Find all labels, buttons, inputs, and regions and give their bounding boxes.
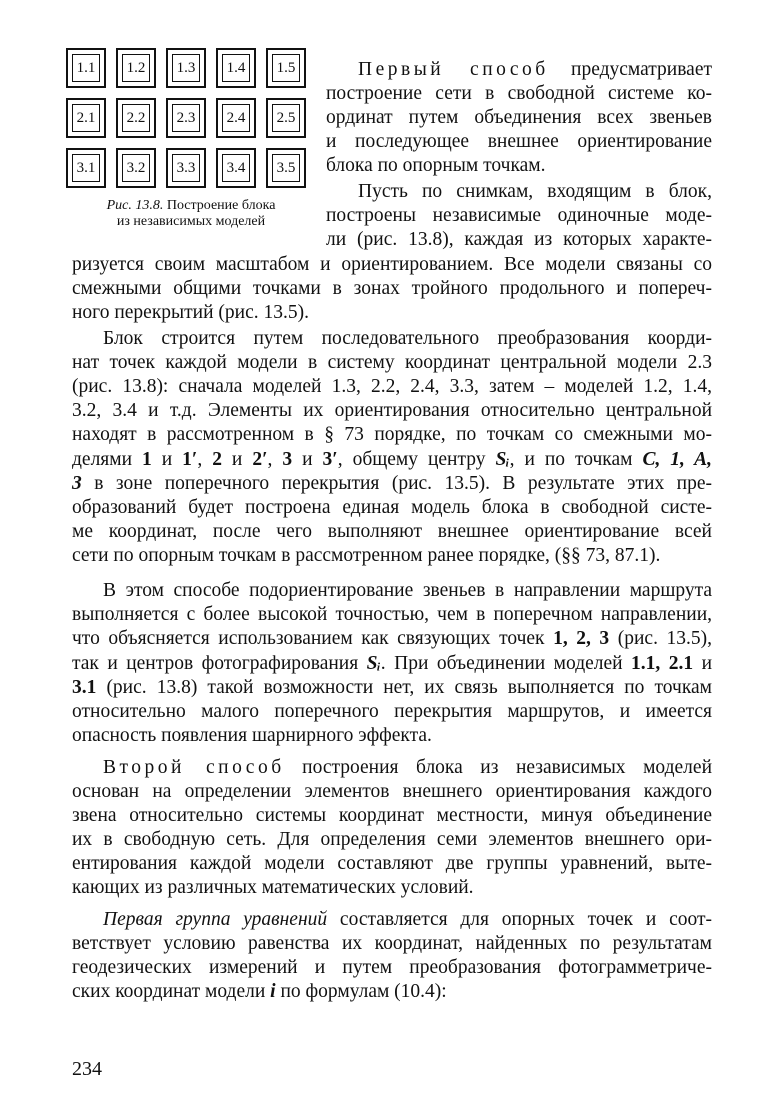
text-line: сети по опорным точкам в рассмотренном ранее порядке, (§§ 73, 87.1). bbox=[72, 545, 661, 566]
model-cell: 1.3 bbox=[166, 48, 206, 88]
text-line: ординат путем объединения всех звеньев bbox=[326, 107, 712, 128]
model-cell: 1.4 bbox=[216, 48, 256, 88]
model-cell: 1.1 bbox=[66, 48, 106, 88]
text-line: так и центров фотографирования Sᵢ. При объединении моделей 1.1, 2.1 и bbox=[72, 653, 712, 674]
model-cell: 2.1 bbox=[66, 98, 106, 138]
text-line: ветствует условию равенства их координат, найденных по результатам bbox=[72, 933, 712, 954]
text-line: относительно малого поперечного перекрытия маршрутов, и имеется bbox=[72, 701, 712, 722]
text-line: ного перекрытий (рис. 13.5). bbox=[72, 302, 309, 323]
text-line: ских координат модели i по формулам (10.4): bbox=[72, 981, 447, 1002]
text-line: ризуется своим масштабом и ориентированием. Все модели связаны со bbox=[72, 254, 712, 275]
text-line: (рис. 13.8): сначала моделей 1.3, 2.2, 2.4, 3.3, затем – моделей 1.2, 1.4, bbox=[72, 376, 712, 397]
text-line: Второй способ построения блока из независимых моделей bbox=[103, 757, 713, 778]
text-line: Пусть по снимкам, входящим в блок, bbox=[358, 181, 712, 202]
model-cell: 3.5 bbox=[266, 148, 306, 188]
model-cell: 3.3 bbox=[166, 148, 206, 188]
italic-term: Первая группа уравнений bbox=[103, 909, 328, 930]
text-line: выполняется с более высокой точностью, чем в поперечном направлении, bbox=[72, 604, 712, 625]
text-line: ентирования каждой модели составляют две группы уравнений, выте- bbox=[72, 853, 712, 874]
text-line: их в свободную сеть. Для определения семи элементов внешнего ори- bbox=[72, 829, 712, 850]
model-cell: 3.1 bbox=[66, 148, 106, 188]
text-line: опасность появления шарнирного эффекта. bbox=[72, 725, 432, 746]
model-cell: 3.4 bbox=[216, 148, 256, 188]
text-line: 3.2, 3.4 и т.д. Элементы их ориентирования относительно центральной bbox=[72, 400, 712, 421]
text-line: делями 1 и 1′, 2 и 2′, 3 и 3′, общему центру Sᵢ, и по точкам C, 1, A, bbox=[72, 449, 713, 470]
text-line: 3.1 (рис. 13.8) такой возможности нет, их связь выполняется по точкам bbox=[72, 677, 712, 698]
model-cell: 2.3 bbox=[166, 98, 206, 138]
model-cell: 2.2 bbox=[116, 98, 156, 138]
text-line: основан на определении элементов внешнего ориентирования каждого bbox=[72, 781, 712, 802]
model-cell: 3.2 bbox=[116, 148, 156, 188]
text-line: построены независимые одиночные моде- bbox=[326, 205, 712, 226]
text-line: смежными общими точками в зонах тройного продольного и попереч- bbox=[72, 278, 712, 299]
text-line: ме координат, после чего выполняют внешнее ориентирование всей bbox=[72, 521, 712, 542]
text-line: кающих из различных математических условий. bbox=[72, 877, 474, 898]
text-line: нат точек каждой модели в систему координат центральной модели 2.3 bbox=[72, 352, 712, 373]
model-cell: 2.4 bbox=[216, 98, 256, 138]
text-line: образований будет построена единая модель блока в свободной систе- bbox=[72, 497, 712, 518]
text-line: и последующее внешнее ориентирование bbox=[326, 131, 712, 152]
figure-13-8 bbox=[66, 48, 316, 229]
text-line: ли (рис. 13.8), каждая из которых характе- bbox=[326, 229, 712, 250]
text-line: Блок строится путем последовательного преобразования коорди- bbox=[103, 328, 712, 349]
model-cell: 1.5 bbox=[266, 48, 306, 88]
caption-line2: из независимых моделей bbox=[116, 214, 266, 229]
model-cell: 1.2 bbox=[116, 48, 156, 88]
text-line: построение сети в свободной системе ко- bbox=[326, 83, 712, 104]
caption-ref: Рис. 13.8. bbox=[106, 198, 164, 213]
model-cell: 2.5 bbox=[266, 98, 306, 138]
caption-line1: Построение блока bbox=[166, 198, 276, 213]
text-line: 3 в зоне поперечного перекрытия (рис. 13.5). В результате этих пре- bbox=[72, 473, 712, 494]
model-grid bbox=[66, 48, 316, 198]
text-line: геодезических измерений и путем преобразования фотограмметриче- bbox=[72, 957, 712, 978]
spaced-heading: Первый способ bbox=[358, 59, 549, 80]
figure-caption bbox=[66, 198, 316, 230]
text-line: что объясняется использованием как связующих точек 1, 2, 3 (рис. 13.5), bbox=[72, 628, 712, 649]
text-line: блока по опорным точкам. bbox=[326, 155, 546, 176]
text-line: Первая группа уравнений составляется для опорных точек и соот- bbox=[103, 909, 712, 930]
page-number: 234 bbox=[72, 1058, 102, 1080]
text-line: В этом способе подориентирование звеньев в направлении маршрута bbox=[103, 580, 712, 601]
text-line: звена относительно системы координат местности, минуя объединение bbox=[72, 805, 712, 826]
text-line: находят в рассмотренном в § 73 порядке, по точкам со смежными мо- bbox=[72, 424, 712, 445]
text-line: Первый способ предусматривает bbox=[358, 59, 713, 80]
spaced-heading: Второй способ bbox=[103, 757, 285, 778]
